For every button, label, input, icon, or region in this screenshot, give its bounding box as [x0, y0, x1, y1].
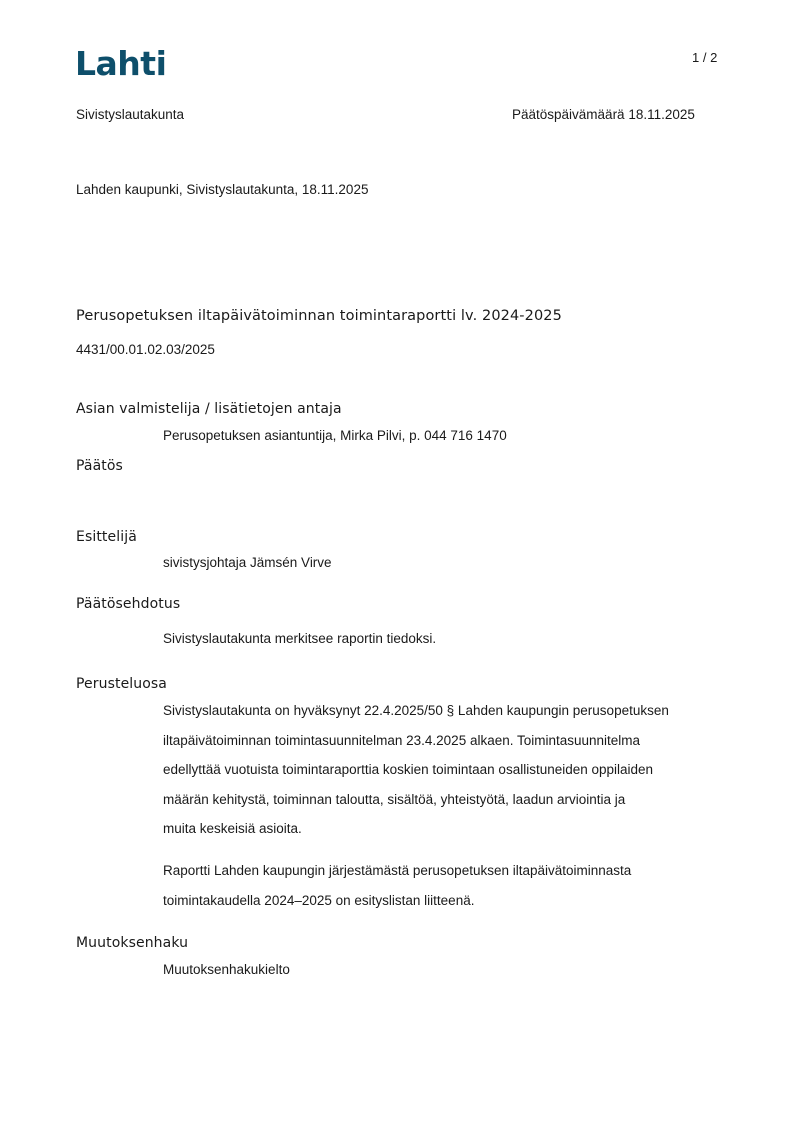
proposal-text: Sivistyslautakunta merkitsee raportin tiedoksi. [163, 631, 437, 646]
rationale-line: iltapäivätoiminnan toimintasuunnitelman 23.4.2025 alkaen. Toimintasuunnitelma [163, 732, 641, 748]
preparer-text: Perusopetuksen asiantuntija, Mirka Pilvi, p. 044 716 1470 [163, 428, 507, 443]
rationale-paragraph-2 [163, 856, 733, 915]
lahti-logo: Lahti [75, 44, 167, 83]
appeal-text: Muutoksenhakukielto [163, 962, 290, 977]
rationale-line: edellyttää vuotuista toimintaraporttia koskien toimintaan osallistuneiden oppilaiden [163, 762, 654, 777]
document-title: Perusopetuksen iltapäivätoiminnan toimintaraportti lv. 2024-2025 [76, 308, 562, 324]
rationale-line: Raportti Lahden kaupungin järjestämästä perusopetuksen iltapäivätoiminnasta [163, 863, 632, 878]
rationale-line: määrän kehitystä, toiminnan taloutta, sisältöä, yhteistyötä, laadun arviointia ja [163, 791, 626, 807]
appeal-heading: Muutoksenhaku [76, 935, 189, 951]
rationale-line: toimintakaudella 2024–2025 on esityslistan liitteenä. [163, 892, 475, 908]
organization-name: Sivistyslautakunta [76, 107, 185, 122]
proposal-heading: Päätösehdotus [76, 596, 181, 612]
decision-heading: Päätös [76, 458, 123, 474]
reference-number: 4431/00.01.02.03/2025 [76, 342, 215, 357]
meta-line: Lahden kaupunki, Sivistyslautakunta, 18.11.2025 [76, 182, 369, 197]
rationale-line: muita keskeisiä asioita. [163, 821, 302, 836]
page-number: 1 / 2 [692, 50, 718, 65]
rationale-heading: Perusteluosa [76, 676, 167, 692]
presenter-text: sivistysjohtaja Jämsén Virve [163, 555, 332, 570]
rationale-paragraph-1 [163, 696, 733, 844]
decision-date: Päätöspäivämäärä 18.11.2025 [512, 107, 695, 122]
preparer-heading: Asian valmistelija / lisätietojen antaja [76, 401, 342, 417]
rationale-line: Sivistyslautakunta on hyväksynyt 22.4.2025/50 § Lahden kaupungin perusopetuksen [163, 703, 669, 718]
presenter-heading: Esittelijä [76, 529, 137, 545]
